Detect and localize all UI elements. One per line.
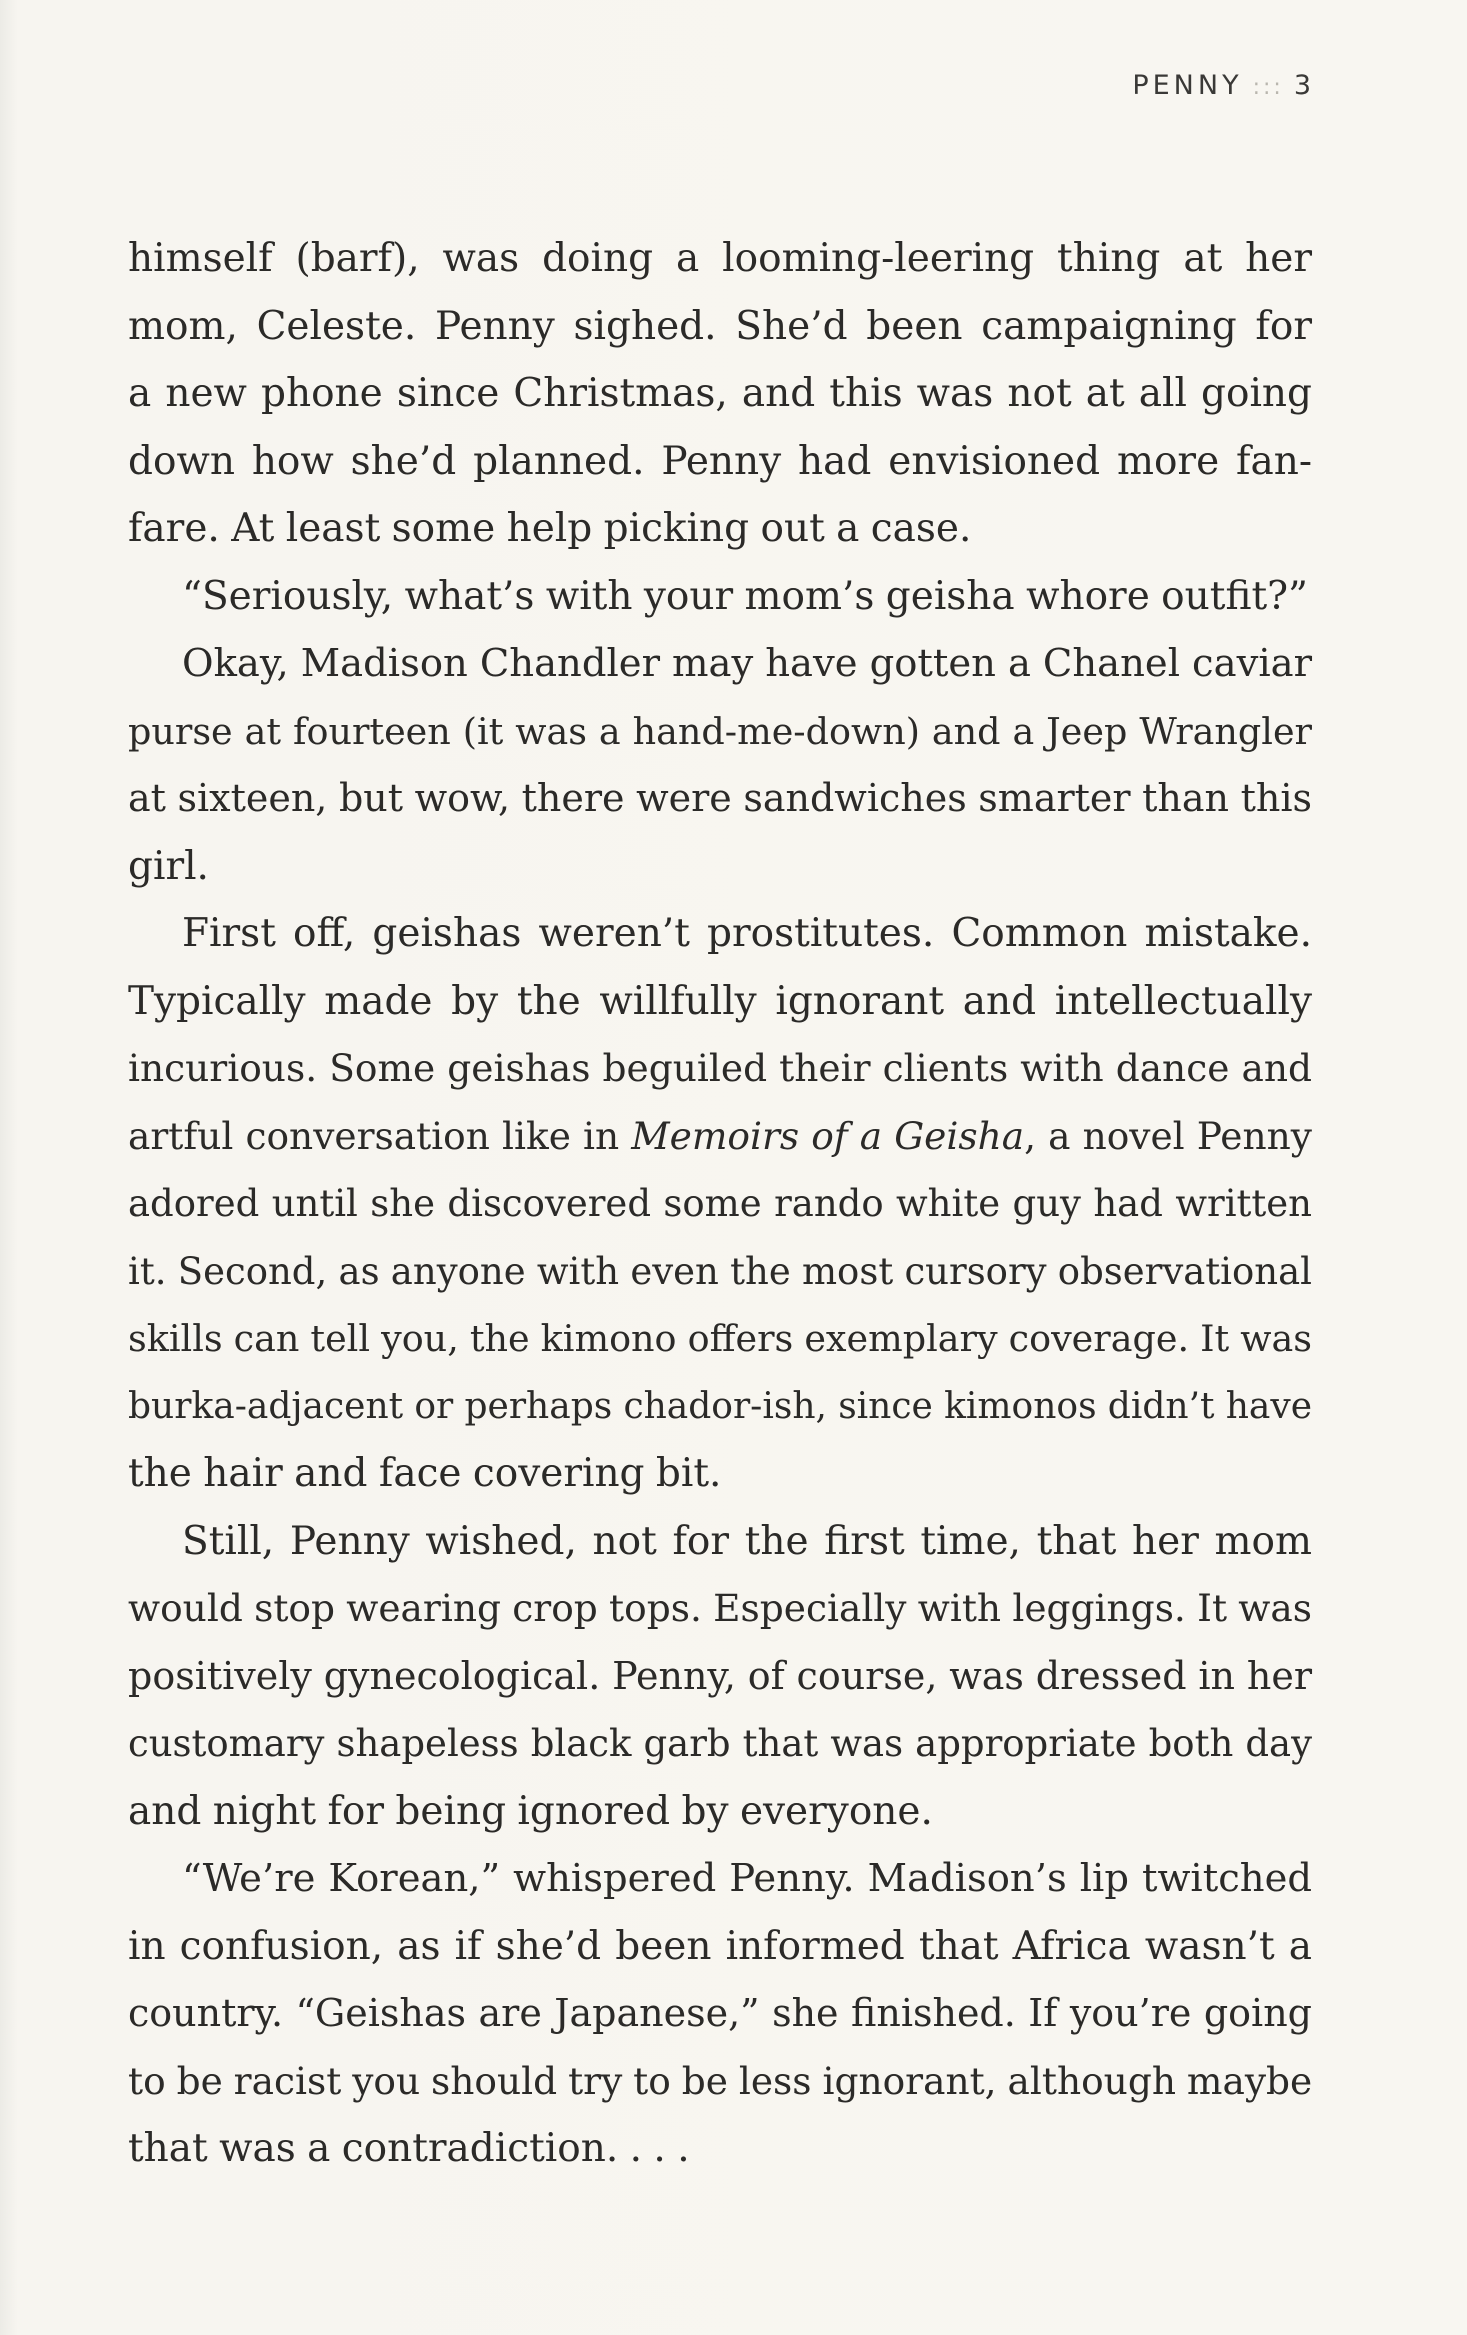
text-line: a new phone since Christmas, and this was not at all going (128, 371, 1312, 416)
text-line: skills can tell you, the kimono offers exemplary coverage. It was (128, 1317, 1312, 1360)
text-line: down how she’d planned. Penny had envisioned more fan- (128, 438, 1312, 484)
text-line: burka-adjacent or perhaps chador-ish, since kimonos didn’t have (128, 1385, 1312, 1427)
text-segment: , a novel Penny (1024, 1113, 1312, 1158)
text-line-with-title (128, 1103, 1312, 1171)
text-line: “Seriously, what’s with your mom’s geisha whore outfit?” (182, 573, 1308, 619)
text-line: and night for being ignored by everyone. (128, 1788, 933, 1834)
book-title: Memoirs of a Geisha (631, 1113, 1025, 1158)
text-line: the hair and face covering bit. (128, 1451, 722, 1496)
text-line: at sixteen, but wow, there were sandwiches smarter than this (128, 776, 1312, 820)
text-line: fare. At least some help picking out a case. (128, 506, 972, 551)
text-segment: artful conversation like in (128, 1113, 632, 1158)
text-line: incurious. Some geishas beguiled their clients with dance and (128, 1046, 1312, 1090)
text-line: country. “Geishas are Japanese,” she finished. If you’re going (128, 1991, 1312, 2035)
text-line: himself (barf), was doing a looming-leering thing at her (128, 236, 1312, 281)
text-line: mom, Celeste. Penny sighed. She’d been campaigning for (128, 303, 1312, 349)
text-line: Okay, Madison Chandler may have gotten a Chanel caviar (182, 641, 1312, 686)
running-head-separator: ::: (1252, 75, 1284, 100)
text-line: adored until she discovered some rando white guy had written (128, 1182, 1312, 1225)
text-line: customary shapeless black garb that was appropriate both day (128, 1722, 1312, 1765)
body-text (128, 225, 1312, 2183)
text-line: purse at fourteen (it was a hand-me-down) and a Jeep Wrangler (128, 709, 1312, 753)
text-line: in confusion, as if she’d been informed that Africa wasn’t a (128, 1923, 1312, 1969)
page-number: 3 (1293, 70, 1315, 101)
text-line: First off, geishas weren’t prostitutes. Common mistake. (182, 911, 1312, 956)
text-line: Still, Penny wished, not for the first time, that her mom (182, 1518, 1312, 1564)
text-line: to be racist you should try to be less ignorant, although maybe (128, 2058, 1313, 2103)
text-line: would stop wearing crop tops. Especially with leggings. It was (128, 1586, 1312, 1630)
text-line: Typically made by the willfully ignorant and intellectually (128, 978, 1312, 1024)
text-line: that was a contradiction. . . . (128, 2126, 690, 2171)
running-head (1132, 70, 1315, 101)
text-line: “We’re Korean,” whispered Penny. Madison’s lip twitched (182, 1856, 1312, 1901)
text-line: it. Second, as anyone with even the most cursory observational (128, 1249, 1312, 1293)
text-line: girl. (128, 843, 209, 889)
text-line: positively gynecological. Penny, of course, was dressed in her (128, 1653, 1312, 1698)
running-head-title: PENNY (1132, 70, 1243, 101)
